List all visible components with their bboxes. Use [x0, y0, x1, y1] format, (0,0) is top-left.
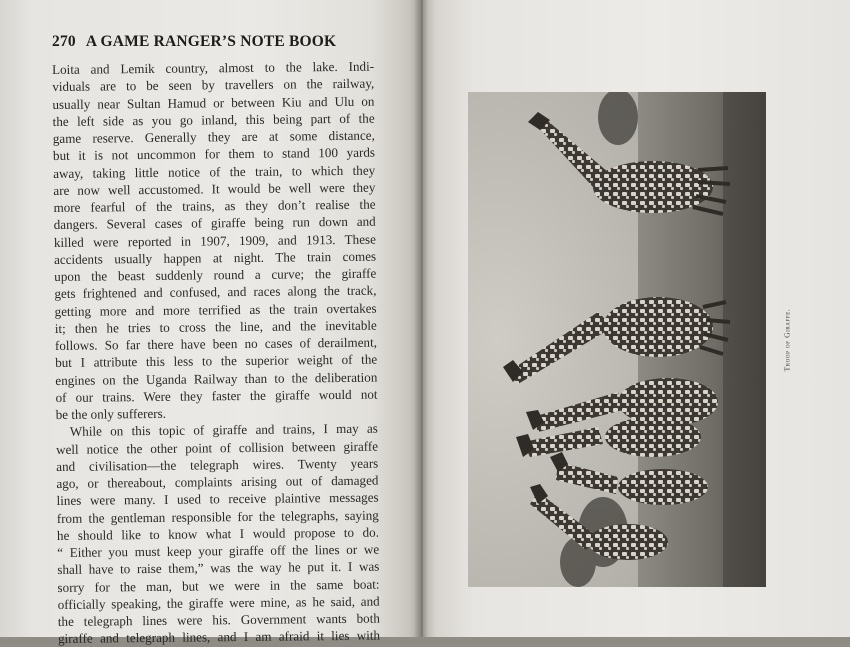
text-line: Loita and Lemik country, almost to the lake. Indi-: [52, 58, 375, 77]
page-header: [52, 33, 372, 51]
text-line: lines were many. I used to receive plaintive messages: [56, 489, 379, 509]
text-line: more fearful of the trains, as they don’t realise the: [53, 196, 376, 215]
text-line: dangers. Several cases of giraffe being run down and: [53, 213, 376, 233]
text-line: game reserve. Generally they are at some distance,: [52, 127, 375, 146]
text-line: are now well accustomed. It would be well were they: [53, 179, 376, 198]
text-line: While on this topic of giraffe and trains, I may as: [69, 420, 378, 440]
text-line: gets frightened and confused, and races along the track,: [54, 282, 377, 302]
text-line: well notice the other point of collision between giraffe: [55, 438, 379, 457]
giraffe-photo: [468, 92, 766, 587]
body-text: [52, 58, 380, 647]
text-line: of our trains. Were they faster the giraffe would not: [55, 386, 378, 405]
text-line: be the only sufferers.: [55, 405, 167, 422]
text-line: “ Either you must keep your giraffe off the lines or we: [57, 541, 380, 560]
text-line: follows. So far there have been no cases of derailment,: [54, 334, 378, 353]
giraffe-photo-plate: [468, 92, 766, 587]
photo-shadow-band: [723, 92, 766, 587]
text-line: it; then he tries to cross the line, and the inevitable: [54, 317, 377, 336]
text-line: sorry for the man, but we were in the same boat:: [57, 576, 380, 595]
text-line: ago, or thereabout, complaints arising out of damaged: [56, 472, 379, 491]
text-line: engines on the Uganda Railway than to the deliberation: [55, 369, 378, 388]
text-line: usually near Sultan Hamud or between Kiu and Ulu on: [52, 93, 375, 112]
text-line: officially speaking, the giraffe were mine, as he said, and: [57, 593, 380, 612]
text-line: the left side as you go inland, this being part of the: [52, 110, 375, 129]
page-number: 270: [52, 33, 76, 50]
text-line: but I attribute this less to the superior weight of the: [55, 351, 378, 371]
text-line: giraffe and telegraph lines, and I am afraid it lies with: [57, 627, 381, 647]
text-line: getting more and more terrified as the train overtakes: [54, 300, 377, 319]
text-line: accidents usually happen at night. The train comes: [53, 248, 377, 267]
photo-caption: Troop of Giraffe.: [782, 308, 792, 372]
book-gutter: [414, 0, 428, 637]
text-line: away, taking little notice of the train, to which they: [53, 162, 376, 181]
text-line: viduals are to be seen by travellers on the railway,: [52, 75, 375, 95]
text-line: from the gentleman responsible for the telegraphs, saying: [56, 507, 379, 526]
text-line: shall have to raise them,” was the way he put it. I was: [57, 558, 380, 578]
text-line: but it is not uncommon for them to stand 100 yards: [52, 144, 376, 164]
text-line: killed were reported in 1907, 1909, and 1913. These: [53, 231, 376, 250]
running-head: A GAME RANGER’S NOTE BOOK: [85, 33, 337, 50]
text-line: the telegraph lines were his. Government wants both: [57, 610, 380, 629]
text-line: he should like to know what I would propose to do.: [56, 524, 380, 543]
text-line: and civilisation—the telegraph wires. Twenty years: [56, 455, 379, 474]
text-line: upon the beast suddenly round a curve; the giraffe: [54, 265, 377, 284]
